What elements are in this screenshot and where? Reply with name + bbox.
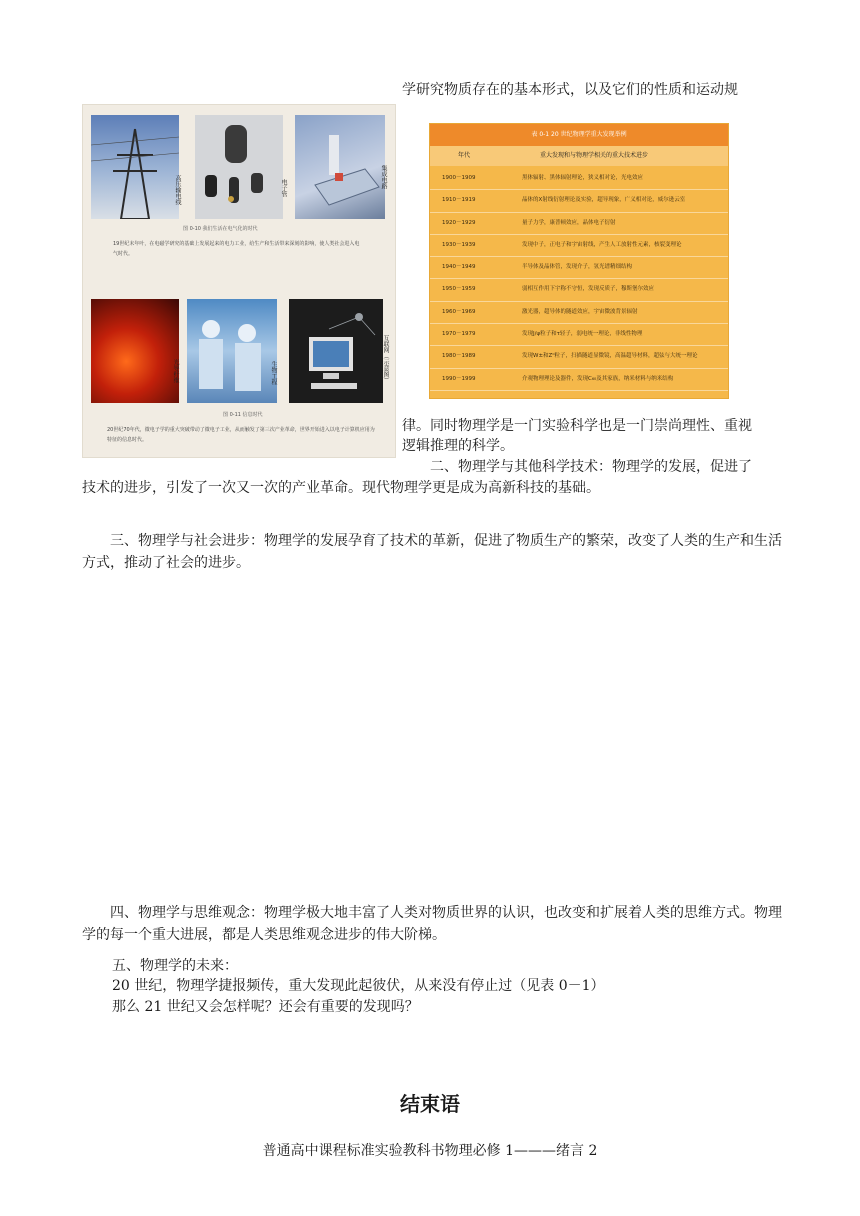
table-title: 表 0-1 20 世纪物理学重大发现举例	[430, 124, 728, 146]
section-heading: 结束语	[400, 1092, 460, 1116]
table-col-year: 年代	[458, 152, 471, 159]
photo-integrated-circuit	[295, 115, 385, 219]
text-line-top: 学研究物质存在的基本形式，以及它们的性质和运动规	[402, 82, 738, 98]
paragraph-2-first-line: 二、物理学与其他科学技术：物理学的发展，促进了	[430, 459, 752, 475]
caption-electrical-age: 图 0-10 我们生活在电气化的时代	[183, 226, 258, 232]
label-vacuum-tube: 电子管	[280, 179, 287, 197]
photo-computer-internet	[289, 299, 383, 403]
caption-information-age: 图 0-11 信息时代	[223, 412, 263, 418]
table-row: 1940－1949 半导体及晶体管，发现介子，氢光谱精细结构	[430, 257, 728, 279]
page-footer: 普通高中课程标准实验教科书物理必修 1———绪言 2	[262, 1143, 598, 1159]
table-row: 1970－1979 发现J/ψ粒子和τ轻子，弱电统一理论，非线性物理	[430, 324, 728, 346]
label-optical-fiber: 光导纤维	[172, 359, 179, 383]
table-image-20th-century-discoveries	[430, 124, 728, 398]
table-row: 1930－1939 发现中子，正电子和宇宙射线，产生人工放射性元素，核裂变理论	[430, 235, 728, 257]
photo-vacuum-tubes	[195, 115, 283, 219]
table-row: 1950－1959 弱相互作用下宇称不守恒，发现反质子，穆斯堡尔效应	[430, 279, 728, 301]
table-col-event: 重大发现和与物理学相关的重大技术进步	[540, 152, 649, 159]
paragraph-3: 三、物理学与社会进步：物理学的发展孕育了技术的革新，促进了物质生产的繁荣，改变了人类的生产和生活方式，推动了社会的进步。	[82, 533, 782, 571]
text-line-mid-2: 逻辑推理的科学。	[402, 438, 514, 454]
label-power-line: 高压输电线	[174, 175, 181, 205]
paragraph-5-line-2: 那么 21 世纪又会怎样呢？还会有重要的发现吗？	[112, 999, 419, 1015]
vacuum-tube-icon	[195, 115, 283, 219]
photo-bioengineering-lab	[187, 299, 277, 403]
table-row: 1990－1999 介观物理理论及器件，发现C₆₀及其家族，纳米材料与纳米结构	[430, 369, 728, 391]
table-header	[430, 146, 728, 166]
label-internet: 互联网（示意图）	[382, 335, 389, 383]
text-line-mid-1: 律。同时物理学是一门实验科学也是一门崇尚理性、重视	[402, 418, 752, 434]
table-row: 1900－1909 黑体辐射、黑体辐射理论，狭义相对论，光电效应	[430, 168, 728, 190]
label-integrated-circuit: 集成电路	[380, 165, 387, 189]
chip-robot-icon	[295, 115, 385, 219]
textbook-figure-image	[82, 104, 396, 458]
paragraph-2-rest: 技术的进步，引发了一次又一次的产业革命。现代物理学更是成为高新科技的基础。	[82, 480, 600, 496]
table-row: 1960－1969 激光器，超导体的隧道效应，宇宙微波背景辐射	[430, 302, 728, 324]
photo-optical-fiber	[91, 299, 179, 403]
computer-icon	[289, 299, 383, 403]
paragraph-5-line-1: 20 世纪，物理学捷报频传，重大发现此起彼伏，从来没有停止过（见表 0－1）	[112, 978, 605, 994]
paragraph-5-title: 五、物理学的未来：	[112, 958, 238, 974]
label-bioengineering: 生物工程	[270, 361, 277, 385]
table-body	[430, 168, 728, 391]
table-row: 1980－1989 发现W±和Z⁰粒子，扫描隧道显微镜，高温超导材料，超弦与大统一理论	[430, 346, 728, 368]
photo-power-tower	[91, 115, 179, 219]
blurb-electrical-age: 19世纪末年叶，在电磁学研究的基础上发展起来的电力工业，给生产和生活带来深刻的影响，使人类社会进入电气时代。	[113, 241, 360, 257]
lab-workers-icon	[187, 299, 277, 403]
blurb-information-age: 20世纪70年代，微电子学的重大突破带动了微电子工业，从而触发了第三次产业革命，世界开始进入以电子计算机应用为特征的信息时代。	[107, 427, 375, 443]
table-row: 1910－1919 晶体的X射线衍射理论及实验，超导现象，广义相对论，威尔逊云室	[430, 190, 728, 212]
power-tower-icon	[91, 115, 179, 219]
paragraph-4: 四、物理学与思维观念：物理学极大地丰富了人类对物质世界的认识，也改变和扩展着人类的思维方式。物理学的每一个重大进展，都是人类思维观念进步的伟大阶梯。	[82, 905, 782, 943]
table-row: 1920－1929 量子力学，康普顿效应，晶体电子衍射	[430, 213, 728, 235]
